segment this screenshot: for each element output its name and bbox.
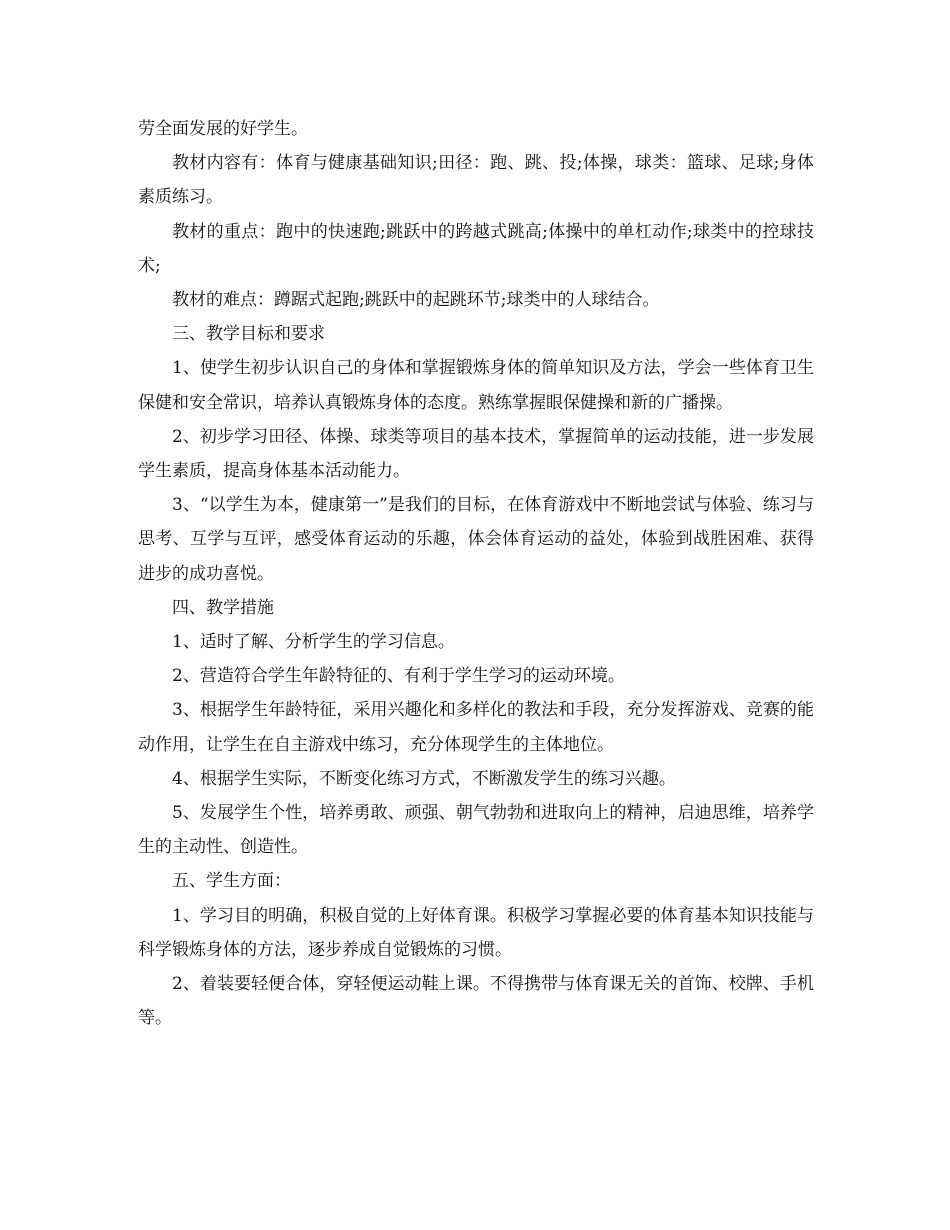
paragraph-student-2: 2、着装要轻便合体，穿轻便运动鞋上课。不得携带与体育课无关的首饰、校牌、手机等。 [138, 974, 814, 1029]
paragraph-materials-difficulties: 教材的难点：蹲踞式起跑;跳跃中的起跳环节;球类中的人球结合。 [172, 290, 660, 311]
paragraph-measure-1: 1、适时了解、分析学生的学习信息。 [172, 632, 455, 653]
paragraph-materials-content: 教材内容有：体育与健康基础知识;田径：跑、跳、投;体操，球类：篮球、足球;身体素质练习。 [138, 153, 814, 208]
paragraph-measure-5: 5、发展学生个性，培养勇敢、顽强、朝气勃勃和进取向上的精神，启迪思维，培养学生的主动性、创造性。 [138, 803, 814, 858]
paragraph-measure-3: 3、根据学生年龄特征，采用兴趣化和多样化的教法和手段，充分发挥游戏、竞赛的能动作用，让学生在自主游戏中练习，充分体现学生的主体地位。 [138, 700, 814, 755]
section-heading-students: 五、学生方面： [172, 871, 291, 892]
paragraph-continuation: 劳全面发展的好学生。 [138, 119, 308, 139]
paragraph-measure-2: 2、营造符合学生年龄特征的、有利于学生学习的运动环境。 [172, 666, 625, 687]
document-body [138, 112, 814, 1035]
paragraph-goal-1: 1、使学生初步认识自己的身体和掌握锻炼身体的简单知识及方法，学会一些体育卫生保健和安全常识，培养认真锻炼身体的态度。熟练掌握眼保健操和新的广播操。 [138, 358, 814, 413]
paragraph-goal-3: 3、“以学生为本，健康第一”是我们的目标，在体育游戏中不断地尝试与体验、练习与思考、互学与互评，感受体育运动的乐趣，体会体育运动的益处，体验到战胜困难、获得进步的成功喜悦。 [138, 495, 814, 584]
paragraph-measure-4: 4、根据学生实际，不断变化练习方式，不断激发学生的练习兴趣。 [172, 768, 676, 789]
section-heading-goals: 三、教学目标和要求 [172, 324, 325, 345]
section-heading-measures: 四、教学措施 [172, 597, 274, 618]
paragraph-materials-key-points: 教材的重点：跑中的快速跑;跳跃中的跨越式跳高;体操中的单杠动作;球类中的控球技术; [138, 221, 814, 276]
paragraph-goal-2: 2、初步学习田径、体操、球类等项目的基本技术，掌握简单的运动技能，进一步发展学生素质，提高身体基本活动能力。 [138, 426, 814, 482]
paragraph-student-1: 1、学习目的明确，积极自觉的上好体育课。积极学习掌握必要的体育基本知识技能与科学锻炼身体的方法，逐步养成自觉锻炼的习惯。 [138, 905, 814, 960]
